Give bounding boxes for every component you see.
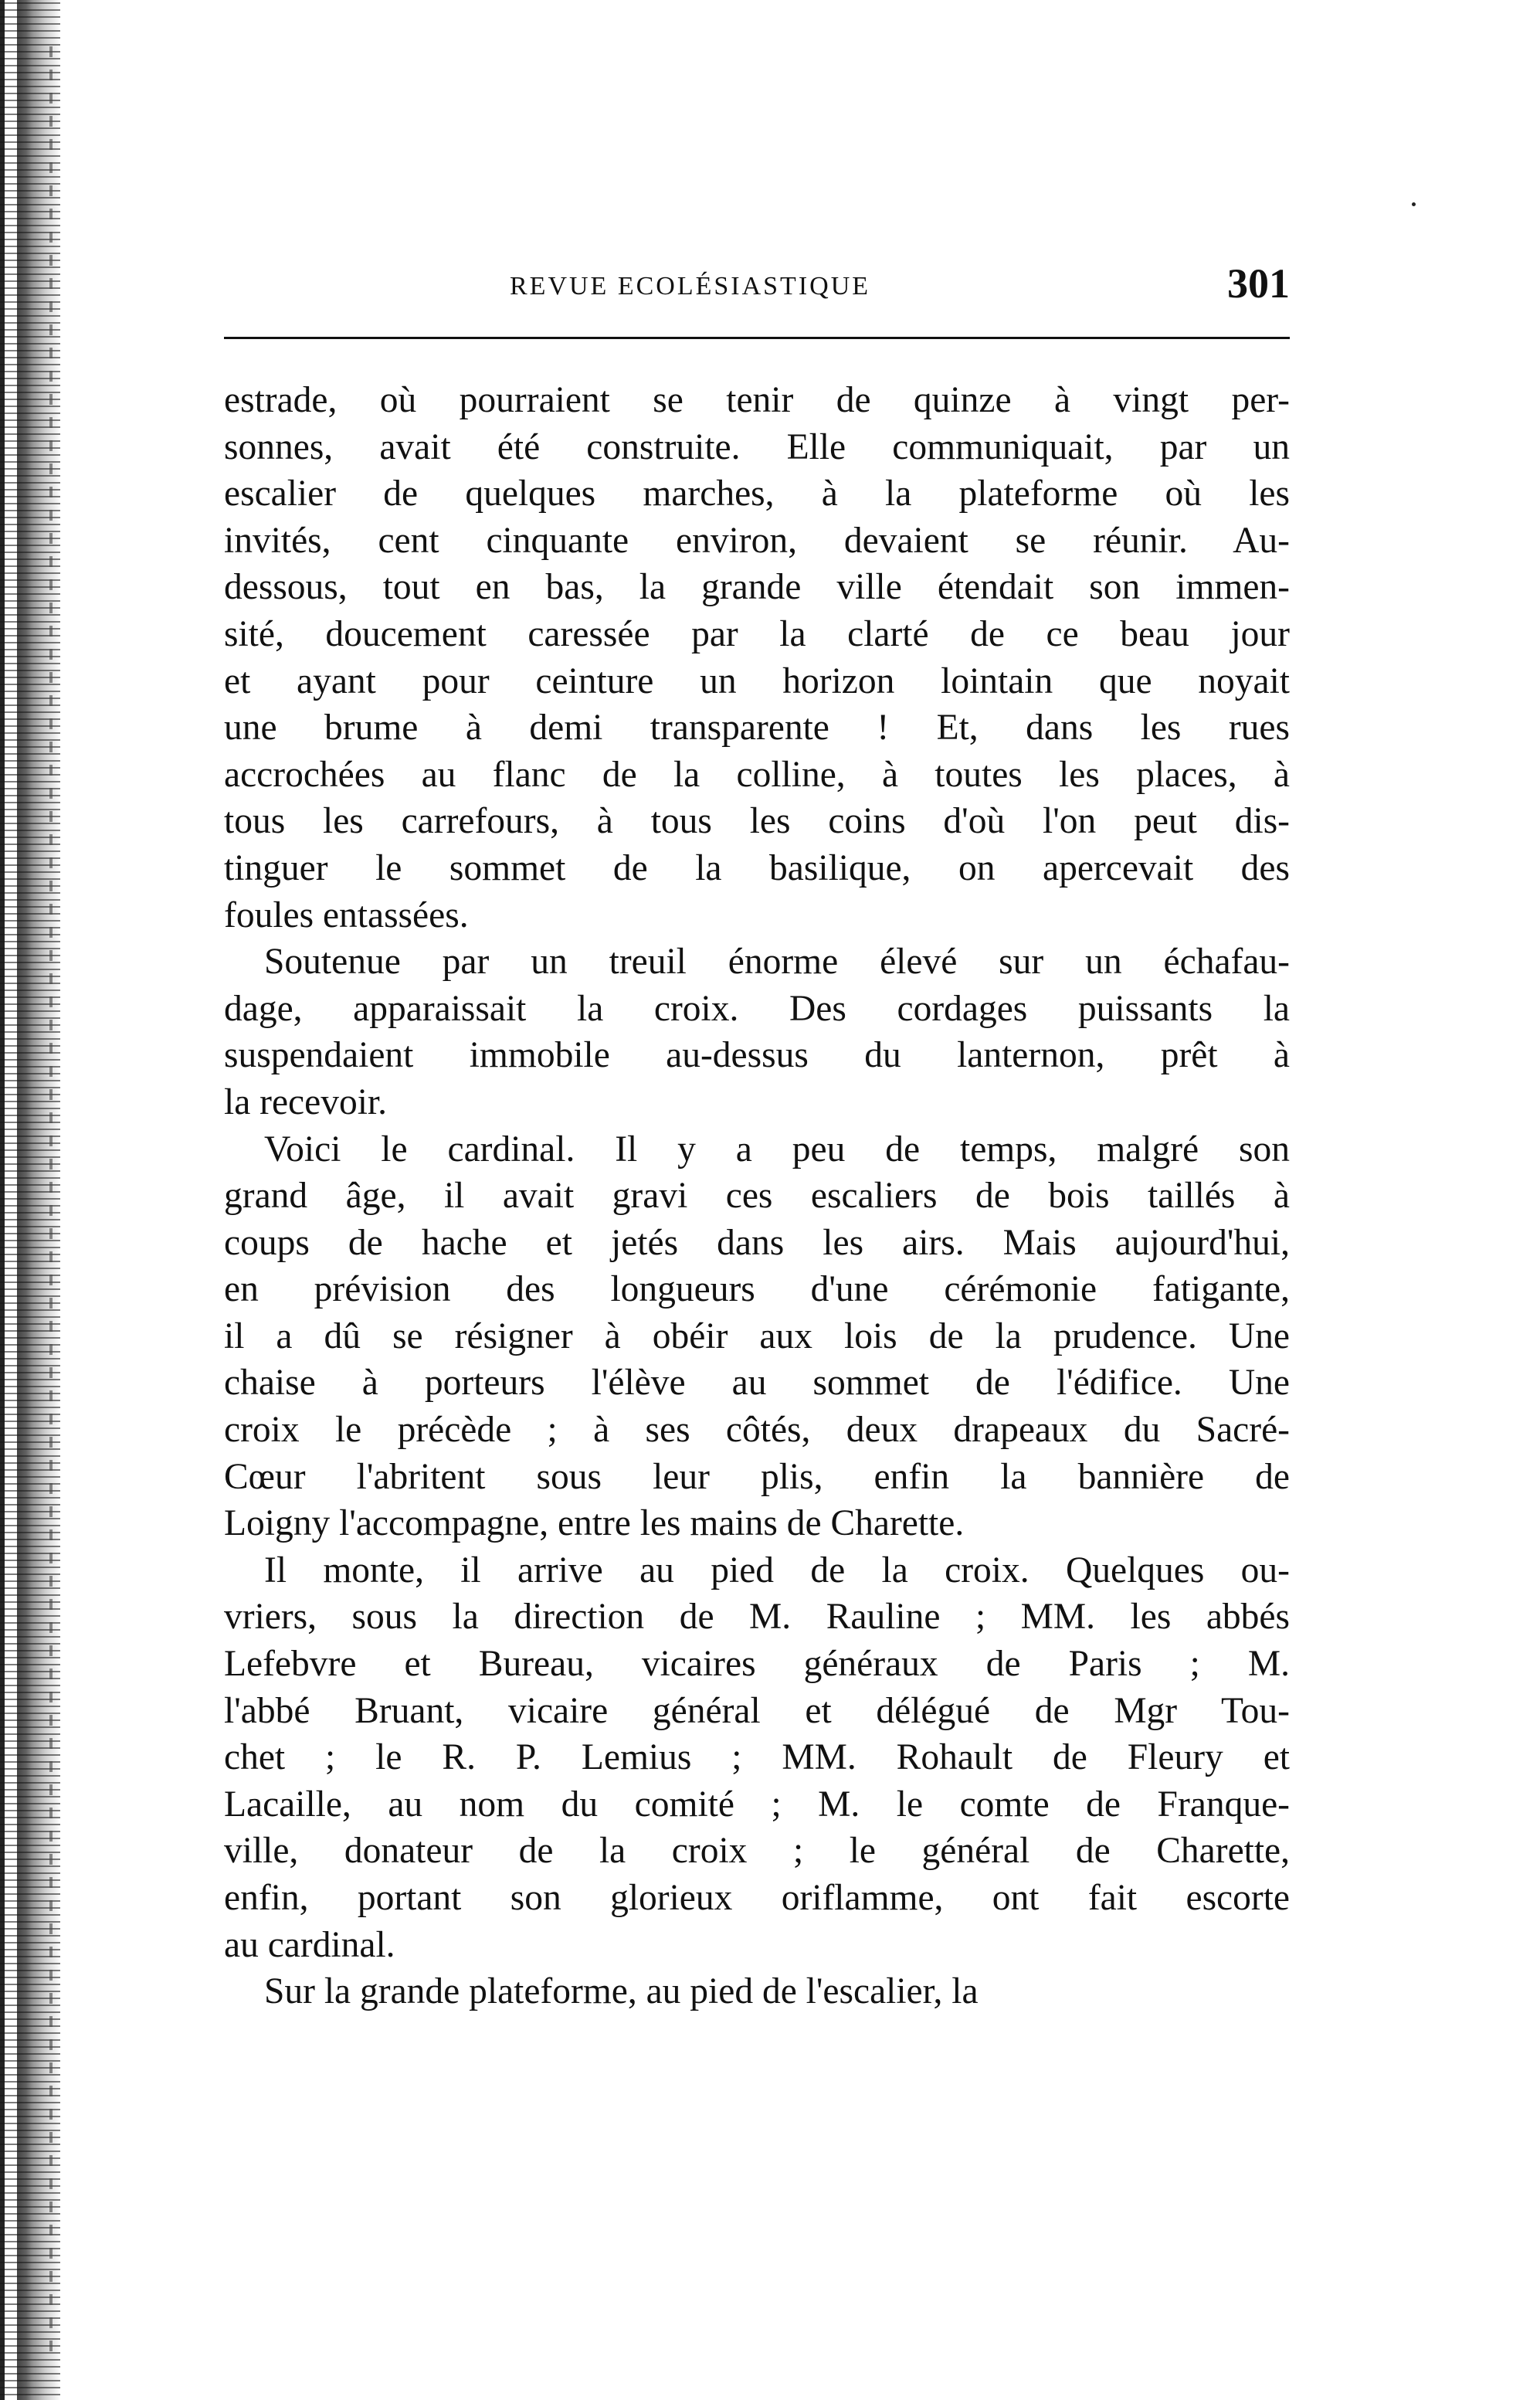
text-line: et ayant pour ceinture un horizon lointain que noyait xyxy=(224,660,1290,701)
text-line: accrochées au flanc de la colline, à toutes les places, à xyxy=(224,754,1290,795)
text-line: Lacaille, au nom du comité ; M. le comte de Franque- xyxy=(224,1784,1290,1825)
text-line: tinguer le sommet de la basilique, on apercevait des xyxy=(224,847,1290,888)
text-line: Sur la grande plateforme, au pied de l'escalier, la xyxy=(264,1971,979,2012)
paragraph xyxy=(224,1547,1290,1968)
text-line: au cardinal. xyxy=(224,1924,395,1965)
text-line: tous les carrefours, à tous les coins d'où l'on peut dis- xyxy=(224,801,1290,842)
page-number: 301 xyxy=(1227,260,1290,307)
text-line: chaise à porteurs l'élève au sommet de l'édifice. Une xyxy=(224,1363,1290,1404)
text-line: croix le précède ; à ses côtés, deux drapeaux du Sacré- xyxy=(224,1410,1290,1451)
body-text xyxy=(224,377,1290,2015)
text-line: Lefebvre et Bureau, vicaires généraux de Paris ; M. xyxy=(224,1644,1290,1685)
text-line: sité, doucement caressée par la clarté de ce beau jour xyxy=(224,613,1290,654)
text-line: vriers, sous la direction de M. Rauline ; MM. les abbés xyxy=(224,1597,1290,1638)
paragraph xyxy=(224,1968,1290,2015)
paragraph xyxy=(224,939,1290,1125)
text-line: foules entassées. xyxy=(224,894,469,935)
scan-binding-streak xyxy=(49,46,53,2356)
text-line: Cœur l'abritent sous leur plis, enfin la bannière de xyxy=(224,1456,1290,1497)
header-rule xyxy=(224,337,1290,339)
running-head: REVUE ECOLÉSIASTIQUE xyxy=(510,272,871,300)
paragraph xyxy=(224,377,1290,939)
text-line: coups de hache et jetés dans les airs. Mais aujourd'hui, xyxy=(224,1222,1290,1263)
text-line: grand âge, il avait gravi ces escaliers de bois taillés à xyxy=(224,1176,1290,1217)
text-line: dessous, tout en bas, la grande ville étendait son immen- xyxy=(224,567,1290,608)
text-line: ville, donateur de la croix ; le général de Charette, xyxy=(224,1831,1290,1872)
text-line: enfin, portant son glorieux oriflamme, ont fait escorte xyxy=(224,1878,1290,1918)
text-line: en prévision des longueurs d'une cérémonie fatigante, xyxy=(224,1269,1290,1310)
text-line: il a dû se résigner à obéir aux lois de la prudence. Une xyxy=(224,1315,1290,1356)
text-line: Voici le cardinal. Il y a peu de temps, malgré son xyxy=(264,1129,1290,1169)
text-line: invités, cent cinquante environ, devaient se réunir. Au- xyxy=(224,520,1290,561)
text-line: suspendaient immobile au-dessus du lanternon, prêt à xyxy=(224,1035,1290,1076)
text-line: Loigny l'accompagne, entre les mains de Charette. xyxy=(224,1503,965,1544)
text-line: Soutenue par un treuil énorme élevé sur un échafau- xyxy=(264,942,1290,983)
text-line: une brume à demi transparente ! Et, dans les rues xyxy=(224,708,1290,749)
text-line: l'abbé Bruant, vicaire général et délégué de Mgr Tou- xyxy=(224,1690,1290,1731)
text-line: sonnes, avait été construite. Elle communiquait, par un xyxy=(224,426,1290,467)
text-line: chet ; le R. P. Lemius ; MM. Rohault de Fleury et xyxy=(224,1737,1290,1778)
text-line: la recevoir. xyxy=(224,1081,387,1122)
paragraph xyxy=(224,1126,1290,1547)
text-line: dage, apparaissait la croix. Des cordages puissants la xyxy=(224,988,1290,1029)
text-line: escalier de quelques marches, à la plateforme où les xyxy=(224,474,1290,514)
text-line: Il monte, il arrive au pied de la croix. Quelques ou- xyxy=(264,1550,1290,1590)
text-line: estrade, où pourraient se tenir de quinze à vingt per- xyxy=(224,380,1290,420)
scan-speck xyxy=(1412,202,1416,206)
page-header xyxy=(224,255,1290,317)
